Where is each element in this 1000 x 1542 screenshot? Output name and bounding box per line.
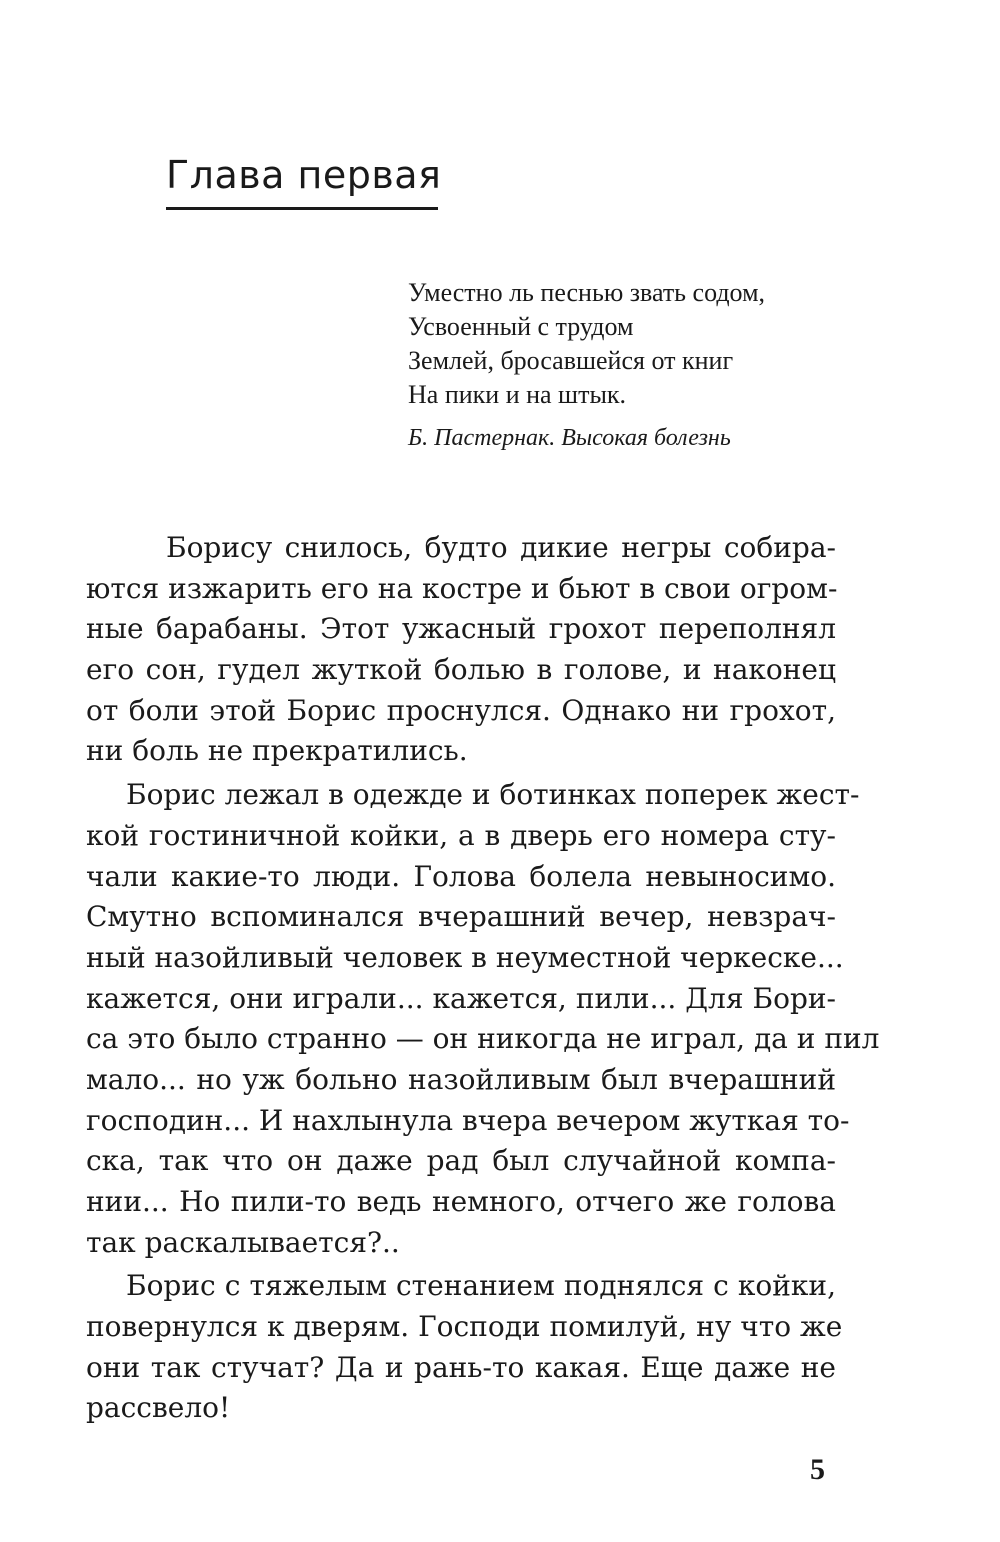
chapter-title: Глава первая: [166, 153, 442, 197]
text-line: кой гостиничной койки, а в дверь его номера сту-: [86, 818, 836, 852]
text-line: чали какие-то люди. Голова болела невыносимо.: [86, 859, 836, 893]
text-line: его сон, гудел жуткой болью в голове, и наконец: [86, 653, 836, 687]
text-line: ни боль не прекратились.: [86, 734, 468, 768]
text-line: нии... Но пили-то ведь немного, отчего же голова: [86, 1185, 836, 1218]
body-text: [86, 528, 880, 1429]
text-line: кажется, они играли... кажется, пили... Для Бори-: [86, 981, 836, 1015]
text-line: Борису снилось, будто дикие негры собира-: [166, 531, 836, 564]
text-line: господин... И нахлынула вчера вечером жуткая то-: [86, 1103, 850, 1137]
text-line: ска, так что он даже рад был случайной компа-: [86, 1144, 836, 1178]
paragraph: [86, 528, 836, 772]
paragraph: [86, 1266, 843, 1429]
text-line: ные барабаны. Этот ужасный грохот переполнял: [86, 612, 836, 646]
text-line: мало... но уж больно назойливым был вчерашний: [86, 1062, 836, 1096]
epigraph-line: На пики и на штык.: [408, 380, 627, 409]
page-number: 5: [810, 1453, 825, 1486]
text-line: повернулся к дверям. Господи помилуй, ну что же: [86, 1310, 843, 1344]
text-line: Борис лежал в одежде и ботинках поперек жест-: [126, 778, 860, 812]
epigraph-line: Уместно ль песнью звать содом,: [408, 278, 766, 307]
epigraph-line: Усвоенный с трудом: [408, 312, 634, 341]
text-line: так раскалывается?..: [86, 1225, 400, 1259]
text-line: от боли этой Борис проснулся. Однако ни грохот,: [86, 693, 836, 727]
text-line: Борис с тяжелым стенанием поднялся с койки,: [126, 1269, 836, 1303]
epigraph-source: Б. Пастернак. Высокая болезнь: [408, 425, 731, 451]
text-line: са это было странно — он никогда не играл, да и пил: [86, 1022, 880, 1056]
epigraph: [408, 276, 848, 454]
text-line: ный назойливый человек в неуместной черкеске...: [86, 940, 844, 974]
epigraph-line: Землей, бросавшейся от книг: [408, 346, 734, 375]
text-line: они так стучат? Да и рань-то какая. Еще даже не: [86, 1350, 836, 1384]
text-line: ются изжарить его на костре и бьют в свои огром-: [86, 571, 838, 605]
text-line: рассвело!: [86, 1391, 231, 1425]
text-line: Смутно вспоминался вчерашний вечер, невзрач-: [86, 900, 836, 934]
paragraph: [86, 775, 880, 1263]
chapter-title-underline: [166, 207, 438, 210]
